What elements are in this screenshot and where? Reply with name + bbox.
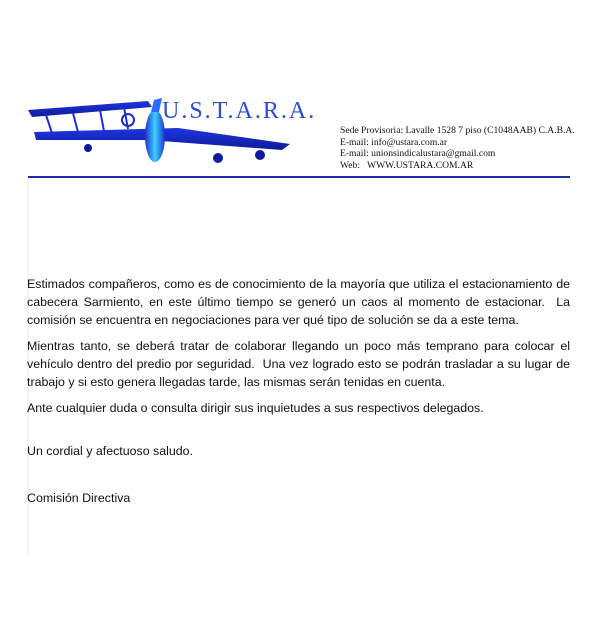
paragraph-2: Mientras tanto, se deberá tratar de colaborar llegando un poco más temprano para colocar el vehículo dentro del predio por seguridad. Una vez logrado esto se podrán trasladar a su lugar de trabajo y si esto genera llegadas tarde, las mismas serán tenidas en cuenta. (27, 339, 574, 389)
email-line-2[interactable]: E-mail: unionsindicalustara@gmail.com (340, 148, 496, 160)
email-line-1[interactable]: E-mail: info@ustara.com.ar (340, 136, 448, 148)
letter-body (27, 275, 574, 425)
contact-block (340, 125, 575, 171)
web-line[interactable]: Web: WWW.USTARA.COM.AR (340, 159, 474, 171)
signature: Comisión Directiva (27, 491, 131, 505)
paragraph-3: Ante cualquier duda o consulta dirigir sus inquietudes a sus respectivos delegados. (27, 401, 484, 415)
address-line: Sede Provisoria: Lavalle 1528 7 piso (C1048AAB) C.A.B.A. (340, 125, 575, 136)
closing-line: Un cordial y afectuoso saludo. (27, 444, 193, 458)
paragraph-1: Estimados compañeros, como es de conocimiento de la mayoría que utiliza el estacionamiento de cabecera Sarmiento, en este último tiempo se generó un caos al momento de estacionar. La comisión se encuentra en negociaciones para ver qué tipo de solución se da a este tema. (27, 277, 574, 327)
brand-name: U.S.T.A.R.A. (162, 98, 317, 124)
header-divider (28, 176, 570, 178)
